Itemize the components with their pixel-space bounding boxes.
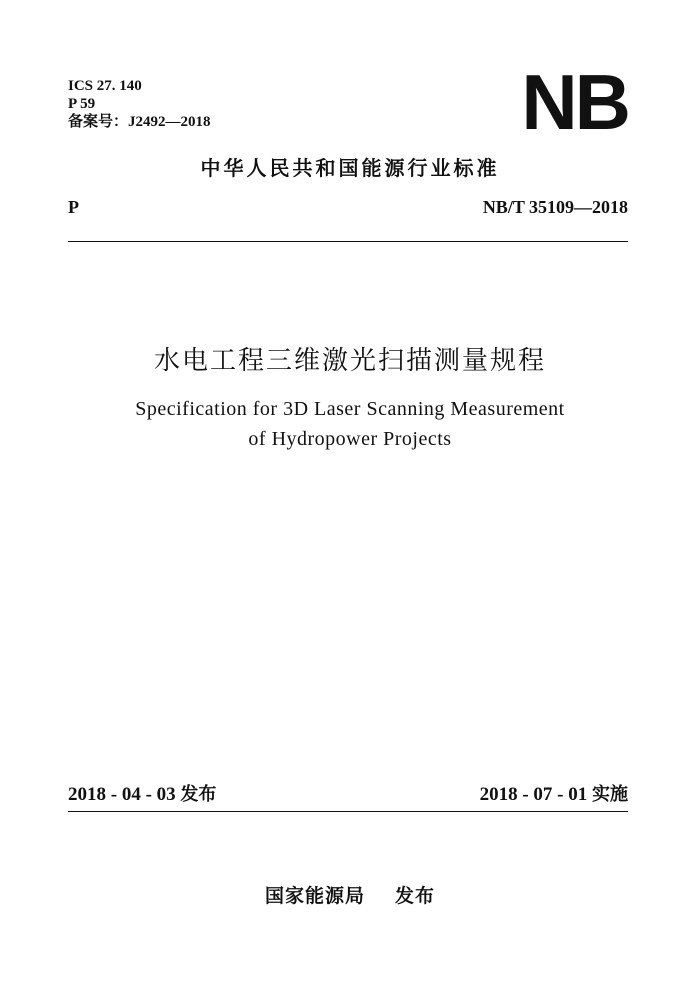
standard-number: NB/T 35109—2018 — [482, 197, 628, 217]
nb-logo: NB — [521, 58, 628, 146]
publisher-line — [0, 881, 700, 908]
title-english-line-1: Specification for 3D Laser Scanning Measurement — [135, 398, 565, 420]
issue-label: 发布 — [180, 784, 217, 805]
title-english-line-2: of Hydropower Projects — [248, 428, 452, 450]
standard-category-heading: 中华人民共和国能源行业标准 — [200, 156, 500, 180]
publisher-name: 国家能源局 — [264, 885, 365, 907]
record-number: 备案号：J2492—2018 — [68, 114, 211, 130]
title-chinese: 水电工程三维激光扫描测量规程 — [153, 346, 546, 376]
implement-date: 2018 - 07 - 01 — [479, 784, 588, 805]
publisher-action: 发布 — [395, 885, 436, 907]
category-code: P 59 — [68, 96, 96, 112]
implement-date-block — [480, 780, 628, 806]
bottom-divider — [68, 811, 628, 812]
issue-date: 2018 - 04 - 03 — [68, 784, 176, 805]
implement-label: 实施 — [592, 784, 628, 805]
top-divider — [68, 241, 628, 242]
ics-code: ICS 27. 140 — [68, 78, 142, 94]
classification-letter: P — [68, 197, 79, 217]
issue-date-block — [68, 780, 216, 806]
